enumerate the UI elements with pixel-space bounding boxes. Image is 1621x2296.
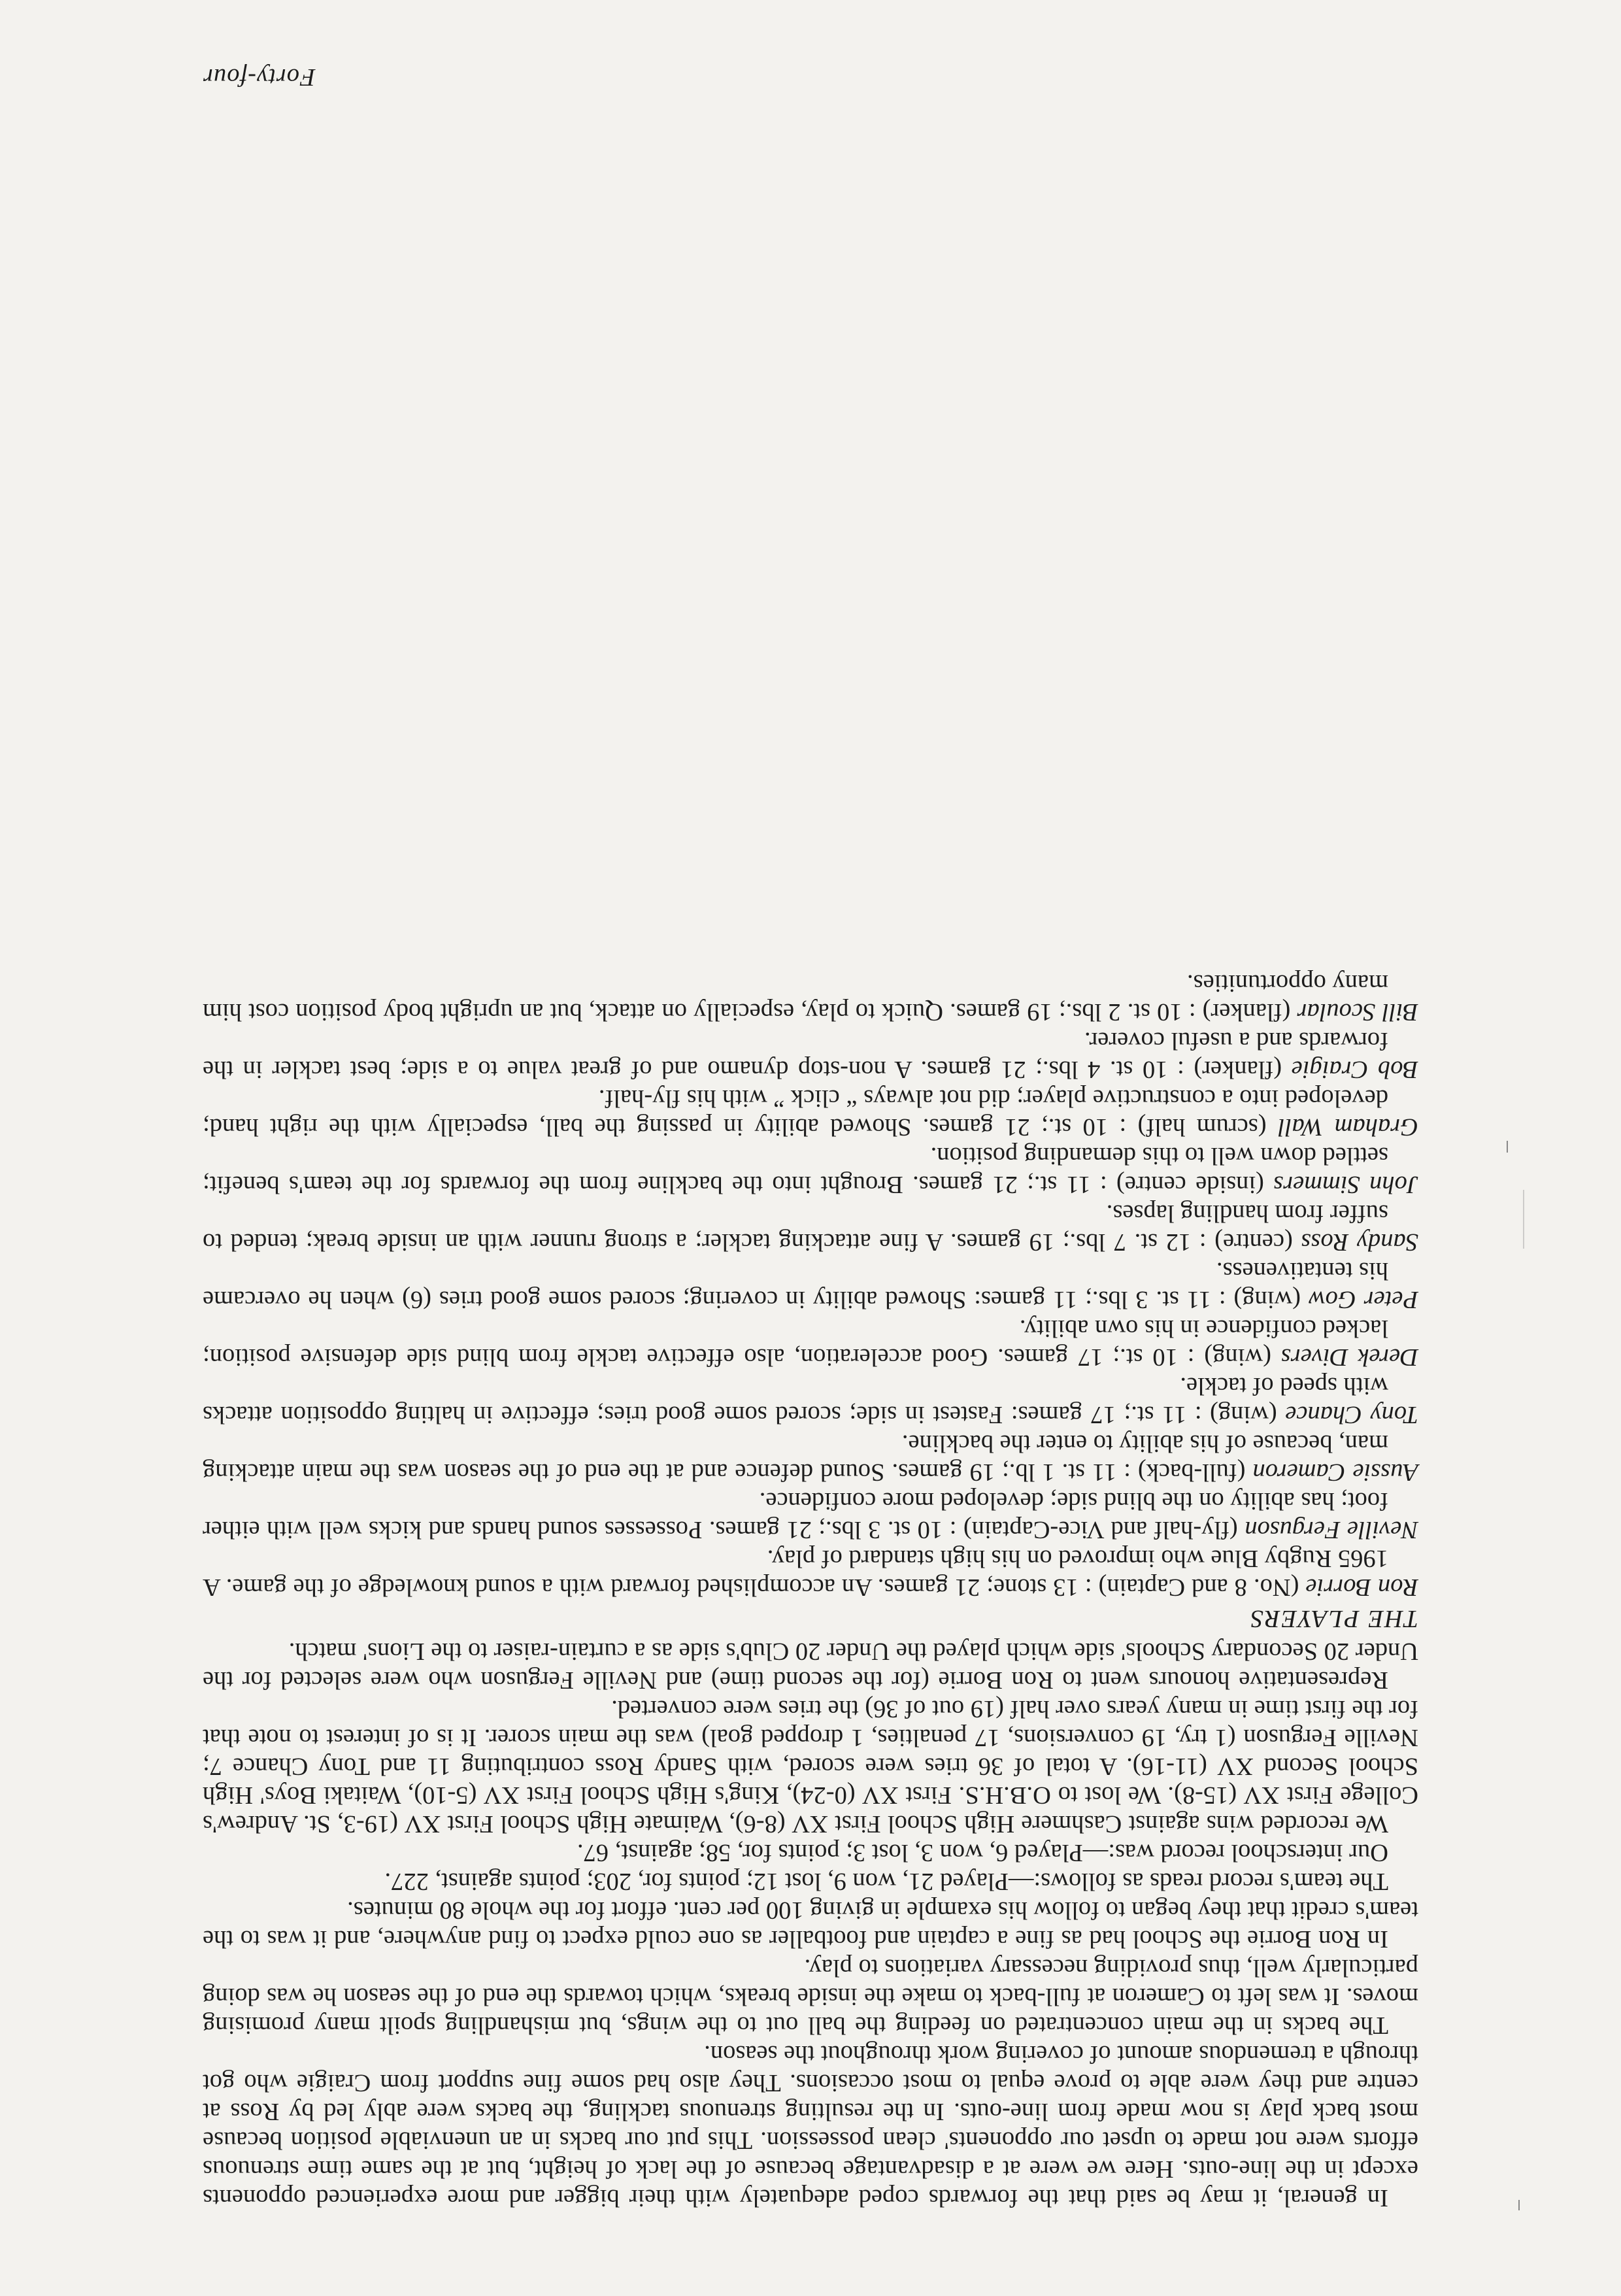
text-column (203, 969, 1418, 2212)
player-name: Sandy Ross (1301, 1228, 1418, 1256)
player-name: Peter Gow (1308, 1286, 1418, 1313)
player-entry (203, 1429, 1418, 1487)
player-description: (inside centre) : 11 st.; 21 games. Brought into the backline from the forwards for the team's benefit; settled down well to this demanding position. (203, 1142, 1388, 1198)
player-description: (No. 8 and Captain) : 13 stone; 21 games. An accomplished forward with a sound knowledge of the game. A 1965 Rugby Blue who improved on his high standard of play. (203, 1545, 1388, 1601)
player-name: Ron Borrie (1305, 1574, 1418, 1601)
page-number-label: Forty-four (203, 63, 316, 91)
paragraph-results: We recorded wins against Cashmere High School First XV (8-6), Waimate High School First XV (19-3, St. Andrew's College First XV (15-8). We lost to O.B.H.S. First XV (0-24), King's High School First XV (5-10), Waitaki Boys' High School Second XV (11-16). A total of 36 tries were scored, with Sandy Ross contributing 11 and Tony Chance 7; Neville Ferguson (1 try, 19 conversions, 17 penalties, 1 dropped goal) was the main scorer. It is of interest to note that for the first time in many years over half (19 out of 36) the tries were converted. (203, 1695, 1418, 1838)
player-description: (wing) : 10 st.; 17 games. Good acceleration, also effective tackle from blind side defensive position; lacked confidence in his own ability. (203, 1315, 1388, 1371)
paragraph-team-record: The team's record reads as follows:—Played 21, won 9, lost 12; points for, 203; points against, 227. (384, 1868, 1388, 1895)
player-description: (flanker) : 10 st. 4 lbs.; 21 games. A non-stop dynamo and of great value to a side; best tackler in the forwards and a useful coverer. (203, 1027, 1388, 1083)
player-description: (centre) : 12 st. 7 lbs.; 19 games. A fine attacking tackler; a strong runner with an inside break; tended to suffer from handling lapses. (203, 1200, 1388, 1256)
scan-mark (1523, 1190, 1524, 1249)
scan-mark (1507, 1141, 1508, 1153)
player-entry (203, 1257, 1418, 1314)
paragraph-backs: The backs in the main concentrated on feeding the ball out to the wings, but mishandling spoilt many promising moves. It was left to Cameron at full-back to make the inside breaks, which towards the end of the season he was doing particularly well, thus providing necessary variations to play. (203, 1954, 1418, 2039)
paragraph-representative-honours: Representative honours went to Ron Borrie (for the second time) and Neville Ferguson who were selected for the Under 20 Secondary Schools' side which played the Under 20 Club's side as a curtain-raiser to the Lions' match. (203, 1638, 1418, 1694)
player-entry (203, 1141, 1418, 1199)
player-entry (203, 969, 1418, 1026)
player-name: Graham Wall (1278, 1113, 1418, 1141)
player-description: (flanker) : 10 st. 2 lbs.; 19 games. Quick to play, especially on attack, but an upright body position cost him many opportunities. (203, 970, 1388, 1026)
player-name: Aussie Cameron (1252, 1459, 1418, 1486)
player-entry (203, 1026, 1418, 1084)
player-entry (203, 1084, 1418, 1141)
paragraph-forwards: In general, it may be said that the forwards coped adequately with their bigger and more experienced opponents except in the line-outs. Here we were at a disadvantage because of the lack of height, but at the same time strenuous efforts were not made to upset our opponents' clean possession. This put our backs in an unenviable position because most back play is now made from line-outs. In the resulting strenuous tackling, the backs were ably led by Ross at centre and they were able to prove equal to most occasions. They also had some fine support from Craigie who got through a tremendous amount of covering work throughout the season. (203, 2040, 1418, 2212)
player-entry (203, 1199, 1418, 1257)
player-name: Bob Craigie (1291, 1056, 1418, 1083)
paragraph-captain: In Ron Borrie the School had as fine a captain and footballer as one could expect to find anywhere, and it was to the team's credit that they began to follow his example in giving 100 per cent. effort for the whole 80 minutes. (203, 1897, 1418, 1953)
player-description: (scrum half) : 10 st.; 21 games. Showed ability in passing the ball, especially with the right hand; developed into a constructive player; did not always “ click ” with his fly-half. (203, 1085, 1388, 1141)
player-description: (fly-half and Vice-Captain) : 10 st. 3 lbs.; 21 games. Possesses sound hands and kicks well with either foot; has ability on the blind side; developed more confidence. (203, 1487, 1388, 1544)
scan-mark (1518, 2200, 1520, 2210)
player-entry (203, 1372, 1418, 1429)
players-heading: THE PLAYERS (1249, 1605, 1418, 1632)
player-description: (full-back) : 11 st. 1 lb.; 19 games. Sound defence and at the end of the season was the main attacking man, because of his ability to enter the backline. (203, 1430, 1388, 1486)
player-description: (wing) : 11 st. 3 lbs.; 11 games: Showed ability in covering; scored some good tries (6) when he overcame his tentativeness. (202, 1257, 1388, 1313)
player-name: Bill Scoular (1297, 998, 1418, 1026)
player-entry (203, 1314, 1418, 1372)
player-name: Tony Chance (1285, 1401, 1418, 1428)
player-entry (203, 1544, 1418, 1602)
player-description: (wing) : 11 st.; 17 games: Fastest in side; scored some good tries; effective in halting opposition attacks with speed of tackle. (203, 1372, 1388, 1428)
player-entry (203, 1487, 1418, 1544)
paragraph-interschool-record: Our interschool record was:—Played 6, won 3, lost 3; points for, 58; against, 67. (577, 1839, 1388, 1866)
player-name: Neville Ferguson (1245, 1516, 1418, 1544)
player-name: John Simmers (1273, 1171, 1418, 1198)
player-name: Derek Divers (1280, 1343, 1418, 1371)
